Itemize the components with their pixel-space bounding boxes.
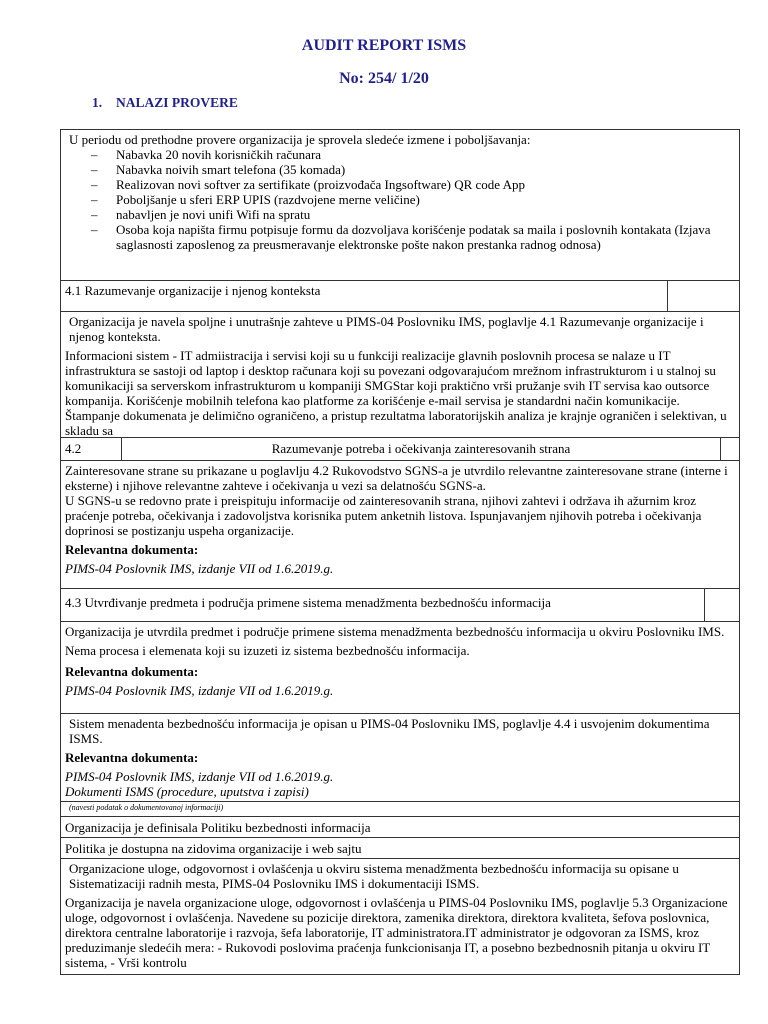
list-item: – Realizovan novi softver za sertifikate (proizvođača Ingsoftware) QR code App	[91, 177, 739, 192]
clause-4-2-title: Razumevanje potreba i očekivanja zainteresovanih strana	[122, 438, 721, 460]
clause-4-3-paragraph-2: Nema procesa i elemenata koji su izuzeti iz sistema bezbednošću informacija.	[65, 643, 470, 658]
document-title: AUDIT REPORT ISMS	[301, 37, 467, 54]
section-heading	[92, 95, 238, 111]
clause-4-2-paragraph-1: Zainteresovane strane su prikazane u poglavlju 4.2 Rukovodstvo SGNS-a je utvrdilo relevantne zainteresovane strane (interne i eksterne) i njihove relevantne zahteve i očekivanja u vezi sa delatnošću SGNS-a.	[65, 463, 728, 493]
clause-4-2-body	[61, 460, 739, 588]
section-title: NALAZI PROVERE	[116, 95, 238, 110]
relevant-docs: PIMS-04 Poslovnik IMS, izdanje VII od 1.6.2019.g.	[65, 683, 334, 698]
intro-row	[61, 129, 739, 280]
relevant-docs-label: Relevantna dokumenta:	[65, 542, 199, 557]
clause-4-1-paragraph-2: Informacioni sistem - IT admiistracija i servisi koji su u funkciji realizacije glavnih poslovnih procesa se nalaze u IT infrastruktura se sastoji od laptop i desktop računara koji su povezani odgovarajućom mrežnom infrastrukturom i u stalnoj su komunikaciji sa serverskom infrastrukturom u kompaniji SMGStar koji praktično vrši pružanje svih IT servisa kao outsorce kompanija. Korišćenje mobilnih telefona kao platforme za korišćenje e-mail servisa je standardni način komunikacije. Štampanje dokumenata je delimično ograničeno, a pristup rezultatma laboratorijskih analiza je krajnje ograničen i selektivan, u skladu sa	[65, 348, 727, 438]
list-item: – Poboljšanje u sferi ERP UPIS (razdvojene merne veličine)	[91, 192, 739, 207]
note-row	[61, 801, 739, 816]
relevant-docs-2: Dokumenti ISMS (procedure, uputstva i zapisi)	[65, 784, 309, 799]
clause-4-2-paragraph-2: U SGNS-u se redovno prate i preispituju informacije od zainteresovanih strana, njihovi zahtevi i održava ih ažurnim kroz praćenje potreba, očekivanja i zadovoljstva korisnika putem anketnih listova. Ispunjavanjem njihovih potreba i očekivanja doprinosi se postizanju uspeha organizacije.	[65, 493, 702, 538]
clause-4-1-header	[61, 280, 739, 311]
improvements-list	[61, 147, 739, 252]
policy-row-1	[61, 816, 739, 837]
list-item: – Nabavka 20 novih korisničkih računara	[91, 147, 739, 162]
section-number: 1.	[92, 95, 103, 110]
intro-lead: U periodu od prethodne provere organizacija je sprovela sledeće izmene i poboljšavanja:	[69, 132, 531, 147]
list-item: – nabavljen je novi unifi Wifi na spratu	[91, 207, 739, 222]
relevant-docs: PIMS-04 Poslovnik IMS, izdanje VII od 1.6.2019.g.	[65, 561, 334, 576]
policy-row-2	[61, 837, 739, 858]
clause-4-3-paragraph-1: Organizacija je utvrdila predmet i područje primene sistema menadžmenta bezbednošću informacija u okviru Poslovniku IMS.	[65, 624, 725, 639]
empty-cell	[668, 281, 739, 311]
clause-4-4-body	[61, 713, 739, 801]
findings-table	[60, 129, 740, 975]
list-item: – Nabavka noivih smart telefona (35 komada)	[91, 162, 739, 177]
clause-4-3-header	[61, 588, 739, 621]
clause-4-4-paragraph: Sistem menadenta bezbednošću informacija je opisan u PIMS-04 Poslovniku IMS, poglavlje 4.4 i usvojenim dokumentima ISMS.	[69, 716, 710, 746]
list-item: – Osoba koja napišta firmu potpisuje formu da dozvoljava korišćenje podatak sa maila i poslovnih kontakata (Izjava saglasnosti zaposlenog za preusmeravanje elektronske pošte nakon prestanka radnog odnosa)	[91, 222, 739, 252]
clause-4-2-header	[61, 437, 739, 460]
documented-info-note: (navesti podatak o dokumentovanoj informaciji)	[69, 803, 224, 812]
policy-availability: Politika je dostupna na zidovima organizacije i web sajtu	[65, 841, 362, 856]
policy-statement: Organizacija je definisala Politiku bezbednosti informacija	[65, 820, 371, 835]
empty-cell	[705, 589, 739, 621]
clause-5-3-paragraph-1: Organizacione uloge, odgovornost i ovlašćenja u okviru sistema menadžmenta bezbednošću informacija su opisane u Sistematizaciji radnih mesta, PIMS-04 Poslovniku IMS i dokumentaciji ISMS.	[69, 861, 679, 891]
clause-4-2-number: 4.2	[61, 438, 122, 460]
clause-4-3-body	[61, 621, 739, 713]
report-number: No: 254/ 1/20	[339, 70, 429, 87]
clause-4-1-body	[61, 311, 739, 437]
relevant-docs-label: Relevantna dokumenta:	[65, 664, 199, 679]
clause-4-1-title: 4.1 Razumevanje organizacije i njenog konteksta	[61, 281, 668, 311]
clause-5-3-body	[61, 858, 739, 974]
relevant-docs: PIMS-04 Poslovnik IMS, izdanje VII od 1.6.2019.g.	[65, 769, 334, 784]
clause-5-3-paragraph-2: Organizacija je navela organizacione uloge, odgovornost i ovlašćenja u PIMS-04 Poslovniku IMS, poglavlje 5.3 Organizacione uloge, odgovornost i ovlašćenja. Navedene su pozicije direktora, zamenika direktora, direktora kvaliteta, šefova poslovnica, direktora centralne laboratorije i razvoja, šefa laboratorije, IT administratora.IT administrator je odgovoran za ISMS, kroz preduzimanje sledećih mera: - Rukovodi poslovima praćenja funkcionisanja IT, a posebno bezbednosnih pitanja u okviru IT sistema, - Vrši kontrolu	[65, 895, 728, 970]
relevant-docs-label: Relevantna dokumenta:	[65, 750, 199, 765]
clause-4-1-paragraph-1: Organizacija je navela spoljne i unutrašnje zahteve u PIMS-04 Poslovniku IMS, poglavlje 4.1 Razumevanje organizacije i njenog konteksta.	[69, 314, 704, 344]
clause-4-3-title: 4.3 Utvrđivanje predmeta i područja primene sistema menadžmenta bezbednošću informacija	[61, 589, 705, 621]
